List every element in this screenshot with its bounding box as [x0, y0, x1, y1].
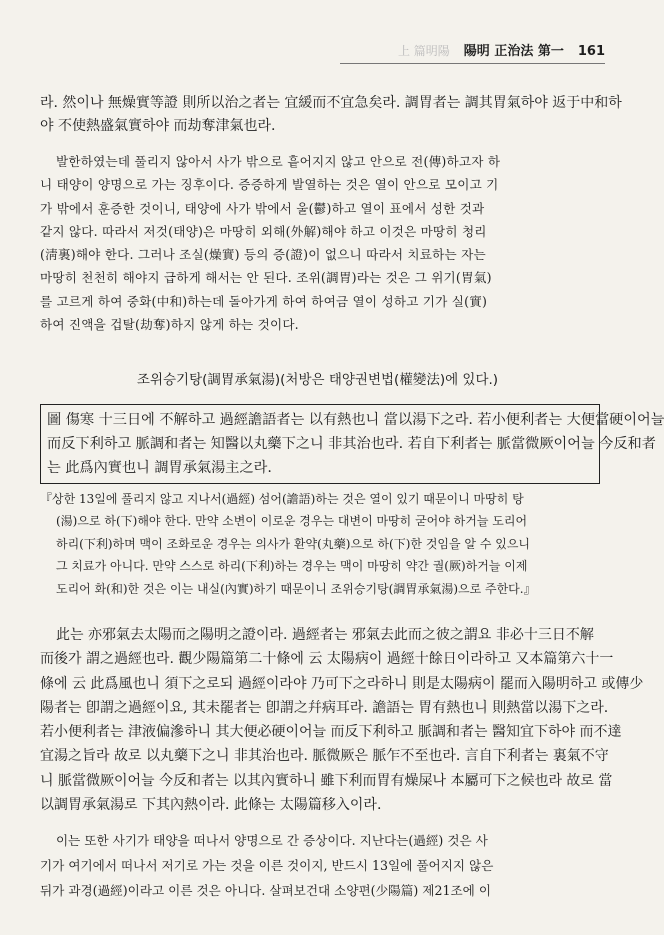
- text-line: 陽者는 卽謂之過經이요, 其未罷者는 卽謂之幷病耳라. 譫語는 胃有熱也니 則熱當以湯下之라.: [40, 699, 609, 716]
- intro-korean-paragraph: [40, 150, 605, 336]
- text-line: 가 밖에서 훈증한 것이니, 태양에 사가 밖에서 울(鬱)하고 열이 표에서 성한 것과: [40, 200, 485, 216]
- text-line: 若小便利者는 津液偏滲하니 其大便必硬이어늘 而反下利하고 脈調和者는 醫知宜下하야 而不達: [40, 724, 622, 741]
- text-line: 圖 傷寒 十三日에 不解하고 過經譫語者는 以有熱也니 當以湯下之라. 若小便利者는 大便當硬이어늘: [47, 412, 664, 428]
- text-line: 도리어 화(和)한 것은 이는 내실(內實)하기 때문이니 조위승기탕(調胃承氣湯)으로 주한다.』: [56, 581, 536, 596]
- text-line: 而後가 謂之過經也라. 觀少陽篇第二十條에 云 太陽病이 過經十餘日이라하고 又本篇第六十一: [40, 651, 614, 668]
- text-line: (淸裏)해야 한다. 그러나 조실(燥實) 등의 증(證)이 없으니 따라서 치료하는 자는: [40, 247, 486, 263]
- text-line: (湯)으로 하(下)해야 한다. 만약 소변이 이로운 경우는 대변이 마땅히 굳어야 하거늘 도리어: [56, 514, 528, 529]
- text-line: 그 치료가 아니다. 만약 스스로 하리(下利)하는 경우는 맥이 마땅히 약간 궐(厥)하거늘 이제: [56, 559, 528, 574]
- closing-korean-paragraph: [40, 828, 605, 903]
- text-line: 발한하였는데 풀리지 않아서 사가 밖으로 흩어지지 않고 안으로 전(傳)하고자 하: [56, 154, 501, 169]
- text-line: 마땅히 천천히 해야지 급하게 해서는 안 된다. 조위(調胃)라는 것은 그 위기(胃氣): [40, 270, 492, 286]
- text-line: 此는 亦邪氣去太陽而之陽明之證이라. 過經者는 邪氣去此而之彼之謂요 非必十三日不解: [56, 627, 594, 643]
- text-line: 이는 또한 사기가 태양을 떠나서 양명으로 간 증상이다. 지난다는(過經) 것은 사: [56, 833, 488, 848]
- running-head: [340, 28, 605, 64]
- show-through-text: 上 篇明陽: [397, 44, 450, 58]
- text-line: 니 태양이 양명으로 가는 징후이다. 증증하게 발열하는 것은 열이 안으로 모이고 기: [40, 177, 499, 193]
- text-line: 같지 않다. 따라서 저것(태양)은 마땅히 외해(外解)해야 하고 이것은 마땅히 청리: [40, 223, 487, 239]
- text-line: 기가 여기에서 떠나서 저기로 가는 것을 이른 것이지, 반드시 13일에 풀어지지 않은: [40, 858, 494, 873]
- text-line: 하여 진액을 겁탈(劫奪)하지 않게 하는 것이다.: [40, 317, 299, 333]
- section-heading: 조위승기탕(調胃承氣湯)(처방은 태양권변법(權變法)에 있다.): [136, 372, 499, 388]
- commentary-paragraph: [40, 623, 644, 817]
- text-line: 를 고르게 하여 중화(中和)하는데 돌아가게 하여 하여금 열이 성하고 기가 실(實): [40, 293, 488, 309]
- text-line: 條에 云 此爲風也니 須下之로되 過經이라야 乃可下之라하니 則是太陽病이 罷而入陽明하고 或傳少: [40, 675, 644, 692]
- text-line: 宜湯之旨라 故로 以丸藥下之니 非其治也라. 脈微厥은 脈乍不至也라. 言自下利者는 裏氣不守: [40, 748, 609, 765]
- text-line: 뒤가 과경(過經)이라고 이른 것은 아니다. 살펴보건대 소양편(少陽篇) 제21조에 이: [40, 883, 491, 898]
- chapter-title: 陽明 正治法 第一: [463, 44, 564, 59]
- page-number: 161: [577, 44, 605, 59]
- text-line: 야 不使熱盛氣實하야 而劫奪津氣也라.: [40, 118, 276, 134]
- text-line: 는 此爲內實也니 調胃承氣湯主之라.: [47, 460, 272, 476]
- text-line: 니 脈當微厥이어늘 今反和者는 以其內實하니 雖下利而胃有燥屎나 本屬可下之候也라 故로 當: [40, 772, 613, 789]
- text-line: 而反下利하고 脈調和者는 知醫以丸藥下之니 非其治也라. 若自下利者는 脈當微厥이어늘 今反和者: [47, 436, 656, 452]
- intro-classical-paragraph: [40, 92, 622, 138]
- text-line: 『상한 13일에 풀리지 않고 지나서(過經) 섬어(譫語)하는 것은 열이 있기 때문이니 마땅히 탕: [40, 492, 524, 506]
- text-line: 라. 然이나 無燥實等證 則所以治之者는 宜緩而不宜急矣라. 調胃者는 調其胃氣하야 返于中和하: [40, 95, 622, 111]
- text-line: 하리(下利)하며 맥이 조화로운 경우는 의사가 환약(丸藥)으로 하(下)한 것임을 알 수 있으니: [56, 536, 530, 551]
- text-line: 以調胃承氣湯로 下其內熱이라. 此條는 太陽篇移入이라.: [40, 797, 382, 814]
- boxed-source-text: [40, 404, 664, 484]
- translation-paragraph: [40, 488, 605, 600]
